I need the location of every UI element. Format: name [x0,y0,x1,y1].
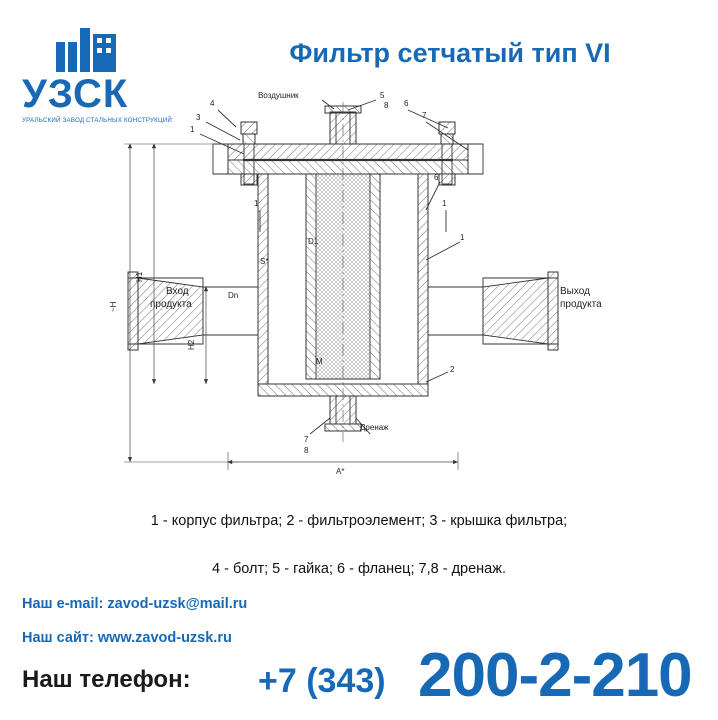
drawing-pos-1b: 1 [254,199,259,208]
drawing-dim-H: ~H [109,301,118,312]
email-text[interactable]: Наш e-mail: zavod-uzsk@mail.ru [22,596,248,612]
legend-line-1: 1 - корпус фильтра; 2 - фильтроэлемент; 3 - крышка фильтра; [150,513,568,529]
drawing-dim-D1: D1 [308,237,319,246]
website-text[interactable]: Наш сайт: www.zavod-uzsk.ru [22,630,232,646]
drawing-pos-2: 2 [450,365,455,374]
phone-area-code: +7 (343) [258,662,386,700]
phone-row [0,641,718,710]
drawing-pos-3: 3 [196,113,201,122]
drawing-dim-H1: H1 [135,271,144,282]
filter-technical-drawing [108,82,618,492]
drawing-pos-1c: 1 [442,199,447,208]
drawing-pos-1d: 1 [460,233,465,242]
drawing-dim-H2: H2 [187,339,196,350]
phone-label: Наш телефон: [22,666,191,693]
drawing-outlet-line2: продукта [560,299,602,310]
drawing-pos-4: 4 [210,99,215,108]
drawing-dim-S: S* [260,257,269,266]
drawing-pos-6b: 6 [434,173,439,182]
drawing-outlet-line1: Выход [560,286,590,297]
drawing-pos-1: 1 [190,125,195,134]
page-title: Фильтр сетчатый тип VI [289,38,611,68]
drawing-dim-Dn: Dn [228,291,239,300]
drawing-inlet-line2: продукта [150,299,192,310]
legend-line-2: 4 - болт; 5 - гайка; 6 - фланец; 7,8 - дренаж. [212,561,506,577]
phone-number[interactable]: 200-2-210 [418,641,692,710]
drawing-label-vent: Воздушник [258,91,299,100]
drawing-pos-8b: 8 [304,446,309,455]
drawing-label-drain: Дренаж [360,423,389,432]
drawing-pos-7: 7 [422,111,427,120]
logo-wordmark: УЗСК [22,72,129,116]
drawing-dim-A: A* [336,467,345,476]
drawing-pos-8: 8 [384,101,389,110]
drawing-dim-M: M [316,357,323,366]
drawing-pos-6: 6 [404,99,409,108]
drawing-pos-5: 5 [380,91,385,100]
logo-tagline: УРАЛЬСКИЙ ЗАВОД СТАЛЬНЫХ КОНСТРУКЦИЙ [22,117,173,124]
drawing-inlet-line1: Вход [166,286,189,297]
drawing-pos-7b: 7 [304,435,309,444]
factory-icon [56,28,116,72]
